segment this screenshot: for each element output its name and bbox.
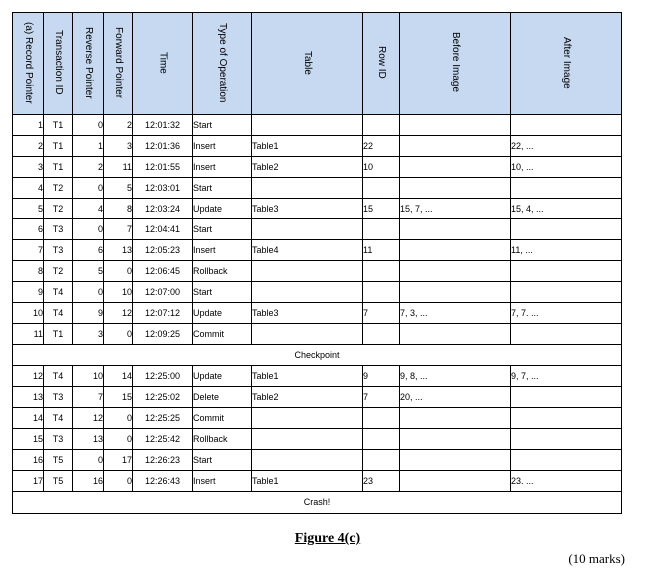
cell-time: 12:25:00: [133, 366, 193, 387]
table-row: [13, 115, 622, 136]
cell-operation: Rollback: [193, 429, 252, 450]
cell-table: [252, 323, 363, 344]
cell-after-image: [511, 387, 622, 408]
cell-forward-pointer: 0: [104, 323, 133, 344]
cell-time: 12:04:41: [133, 219, 193, 240]
table-row: [13, 366, 622, 387]
checkpoint-section: [13, 344, 622, 366]
cell-record-pointer: 14: [13, 408, 44, 429]
cell-time: 12:01:36: [133, 135, 193, 156]
table-row: [13, 240, 622, 261]
cell-after-image: [511, 115, 622, 136]
checkpoint-row: [13, 344, 622, 366]
cell-before-image: [400, 156, 511, 177]
cell-record-pointer: 15: [13, 429, 44, 450]
cell-before-image: [400, 240, 511, 261]
header-reverse-pointer: Reverse Pointer: [73, 13, 104, 115]
cell-operation: Commit: [193, 323, 252, 344]
cell-table: Table3: [252, 303, 363, 324]
cell-transaction-id: T3: [44, 219, 73, 240]
cell-after-image: [511, 429, 622, 450]
cell-time: 12:09:25: [133, 323, 193, 344]
table-row: [13, 450, 622, 471]
cell-forward-pointer: 17: [104, 450, 133, 471]
cell-transaction-id: T2: [44, 261, 73, 282]
cell-row-id: 7: [363, 303, 400, 324]
cell-record-pointer: 10: [13, 303, 44, 324]
cell-forward-pointer: 0: [104, 470, 133, 491]
cell-time: 12:25:02: [133, 387, 193, 408]
cell-record-pointer: 17: [13, 470, 44, 491]
cell-before-image: [400, 115, 511, 136]
cell-record-pointer: 4: [13, 177, 44, 198]
cell-after-image: [511, 282, 622, 303]
marks-label: (10 marks): [568, 551, 625, 566]
cell-row-id: 23: [363, 470, 400, 491]
cell-before-image: [400, 323, 511, 344]
table-row: [13, 303, 622, 324]
cell-time: 12:26:23: [133, 450, 193, 471]
cell-time: 12:25:25: [133, 408, 193, 429]
table-row: [13, 261, 622, 282]
cell-time: 12:01:55: [133, 156, 193, 177]
header-time: Time: [133, 13, 193, 115]
cell-record-pointer: 6: [13, 219, 44, 240]
cell-record-pointer: 13: [13, 387, 44, 408]
cell-reverse-pointer: 10: [73, 366, 104, 387]
cell-reverse-pointer: 13: [73, 429, 104, 450]
cell-after-image: [511, 323, 622, 344]
header-operation: Type of Operation: [193, 13, 252, 115]
header-record-pointer: (a) Record Pointer: [13, 13, 44, 115]
cell-reverse-pointer: 16: [73, 470, 104, 491]
cell-row-id: [363, 261, 400, 282]
cell-transaction-id: T2: [44, 198, 73, 219]
cell-forward-pointer: 0: [104, 261, 133, 282]
cell-row-id: 11: [363, 240, 400, 261]
cell-record-pointer: 3: [13, 156, 44, 177]
transaction-log-table: [12, 12, 622, 514]
cell-transaction-id: T4: [44, 282, 73, 303]
header-before-image: Before Image: [400, 13, 511, 115]
cell-operation: Start: [193, 177, 252, 198]
cell-after-image: [511, 261, 622, 282]
cell-table: [252, 177, 363, 198]
cell-time: 12:07:12: [133, 303, 193, 324]
cell-reverse-pointer: 0: [73, 282, 104, 303]
cell-after-image: 23. ...: [511, 470, 622, 491]
cell-after-image: 11, ...: [511, 240, 622, 261]
cell-transaction-id: T3: [44, 240, 73, 261]
cell-forward-pointer: 0: [104, 429, 133, 450]
cell-after-image: 9, 7, ...: [511, 366, 622, 387]
header-row-id: Row ID: [363, 13, 400, 115]
cell-forward-pointer: 11: [104, 156, 133, 177]
cell-before-image: [400, 219, 511, 240]
cell-reverse-pointer: 5: [73, 261, 104, 282]
cell-before-image: [400, 282, 511, 303]
log-rows-after-checkpoint: [13, 366, 622, 491]
table-row: [13, 282, 622, 303]
cell-before-image: [400, 470, 511, 491]
cell-operation: Start: [193, 219, 252, 240]
cell-table: [252, 450, 363, 471]
cell-row-id: 22: [363, 135, 400, 156]
cell-reverse-pointer: 2: [73, 156, 104, 177]
cell-record-pointer: 16: [13, 450, 44, 471]
cell-reverse-pointer: 3: [73, 323, 104, 344]
cell-record-pointer: 12: [13, 366, 44, 387]
cell-forward-pointer: 7: [104, 219, 133, 240]
cell-forward-pointer: 13: [104, 240, 133, 261]
checkpoint-label: Checkpoint: [13, 344, 622, 366]
table-row: [13, 408, 622, 429]
cell-transaction-id: T5: [44, 450, 73, 471]
cell-transaction-id: T1: [44, 135, 73, 156]
table-row: [13, 470, 622, 491]
cell-operation: Start: [193, 115, 252, 136]
cell-after-image: 15, 4, ...: [511, 198, 622, 219]
cell-forward-pointer: 14: [104, 366, 133, 387]
cell-operation: Insert: [193, 135, 252, 156]
cell-before-image: [400, 450, 511, 471]
cell-table: Table1: [252, 366, 363, 387]
cell-operation: Commit: [193, 408, 252, 429]
cell-forward-pointer: 10: [104, 282, 133, 303]
cell-reverse-pointer: 0: [73, 219, 104, 240]
cell-before-image: 20, ...: [400, 387, 511, 408]
table-row: [13, 198, 622, 219]
cell-transaction-id: T5: [44, 470, 73, 491]
cell-after-image: [511, 408, 622, 429]
header-forward-pointer: Forward Pointer: [104, 13, 133, 115]
cell-table: Table4: [252, 240, 363, 261]
cell-transaction-id: T3: [44, 387, 73, 408]
cell-reverse-pointer: 9: [73, 303, 104, 324]
table-row: [13, 219, 622, 240]
cell-table: [252, 429, 363, 450]
cell-row-id: [363, 323, 400, 344]
log-rows-before-checkpoint: [13, 115, 622, 345]
cell-record-pointer: 11: [13, 323, 44, 344]
cell-forward-pointer: 8: [104, 198, 133, 219]
cell-table: [252, 219, 363, 240]
cell-after-image: [511, 177, 622, 198]
header-transaction-id: Transaction ID: [44, 13, 73, 115]
cell-table: [252, 282, 363, 303]
cell-operation: Insert: [193, 156, 252, 177]
cell-operation: Update: [193, 366, 252, 387]
cell-transaction-id: T1: [44, 156, 73, 177]
cell-table: Table1: [252, 470, 363, 491]
cell-row-id: [363, 282, 400, 303]
cell-row-id: [363, 429, 400, 450]
cell-table: [252, 115, 363, 136]
cell-before-image: 15, 7, ...: [400, 198, 511, 219]
table-row: [13, 387, 622, 408]
cell-forward-pointer: 5: [104, 177, 133, 198]
cell-time: 12:05:23: [133, 240, 193, 261]
cell-reverse-pointer: 0: [73, 450, 104, 471]
cell-reverse-pointer: 6: [73, 240, 104, 261]
cell-transaction-id: T4: [44, 366, 73, 387]
table-row: [13, 135, 622, 156]
cell-reverse-pointer: 4: [73, 198, 104, 219]
cell-operation: Insert: [193, 470, 252, 491]
crash-label: Crash!: [13, 491, 622, 513]
cell-forward-pointer: 0: [104, 408, 133, 429]
cell-forward-pointer: 15: [104, 387, 133, 408]
cell-operation: Start: [193, 450, 252, 471]
cell-forward-pointer: 2: [104, 115, 133, 136]
cell-before-image: 9, 8, ...: [400, 366, 511, 387]
cell-operation: Delete: [193, 387, 252, 408]
cell-before-image: [400, 261, 511, 282]
cell-table: Table1: [252, 135, 363, 156]
table-row: [13, 429, 622, 450]
cell-transaction-id: T1: [44, 115, 73, 136]
cell-operation: Update: [193, 198, 252, 219]
cell-record-pointer: 9: [13, 282, 44, 303]
header-table: Table: [252, 13, 363, 115]
table-row: [13, 156, 622, 177]
cell-row-id: 7: [363, 387, 400, 408]
cell-time: 12:25:42: [133, 429, 193, 450]
cell-before-image: [400, 177, 511, 198]
cell-forward-pointer: 12: [104, 303, 133, 324]
cell-record-pointer: 1: [13, 115, 44, 136]
cell-row-id: [363, 450, 400, 471]
header-row: [13, 13, 622, 115]
cell-after-image: [511, 450, 622, 471]
crash-row: [13, 491, 622, 513]
cell-forward-pointer: 3: [104, 135, 133, 156]
cell-record-pointer: 2: [13, 135, 44, 156]
cell-after-image: 7, 7. ...: [511, 303, 622, 324]
cell-after-image: 22, ...: [511, 135, 622, 156]
cell-row-id: [363, 177, 400, 198]
cell-table: [252, 261, 363, 282]
cell-operation: Start: [193, 282, 252, 303]
cell-row-id: 10: [363, 156, 400, 177]
cell-reverse-pointer: 12: [73, 408, 104, 429]
cell-time: 12:07:00: [133, 282, 193, 303]
cell-time: 12:26:43: [133, 470, 193, 491]
cell-record-pointer: 7: [13, 240, 44, 261]
cell-row-id: 15: [363, 198, 400, 219]
cell-transaction-id: T4: [44, 408, 73, 429]
cell-table: Table3: [252, 198, 363, 219]
header-after-image: After Image: [511, 13, 622, 115]
cell-row-id: [363, 219, 400, 240]
cell-operation: Insert: [193, 240, 252, 261]
cell-transaction-id: T2: [44, 177, 73, 198]
cell-record-pointer: 8: [13, 261, 44, 282]
figure-caption: Figure 4(c): [294, 531, 361, 546]
crash-section: [13, 491, 622, 513]
cell-transaction-id: T1: [44, 323, 73, 344]
cell-row-id: [363, 115, 400, 136]
cell-table: Table2: [252, 387, 363, 408]
cell-time: 12:06:45: [133, 261, 193, 282]
cell-table: Table2: [252, 156, 363, 177]
cell-row-id: 9: [363, 366, 400, 387]
cell-time: 12:01:32: [133, 115, 193, 136]
table-row: [13, 323, 622, 344]
cell-before-image: [400, 135, 511, 156]
cell-reverse-pointer: 1: [73, 135, 104, 156]
cell-table: [252, 408, 363, 429]
cell-before-image: [400, 429, 511, 450]
cell-after-image: 10, ...: [511, 156, 622, 177]
cell-time: 12:03:01: [133, 177, 193, 198]
cell-operation: Update: [193, 303, 252, 324]
cell-transaction-id: T3: [44, 429, 73, 450]
cell-transaction-id: T4: [44, 303, 73, 324]
cell-before-image: 7, 3, ...: [400, 303, 511, 324]
cell-reverse-pointer: 0: [73, 177, 104, 198]
cell-row-id: [363, 408, 400, 429]
cell-operation: Rollback: [193, 261, 252, 282]
cell-time: 12:03:24: [133, 198, 193, 219]
cell-before-image: [400, 408, 511, 429]
cell-after-image: [511, 219, 622, 240]
cell-record-pointer: 5: [13, 198, 44, 219]
cell-reverse-pointer: 7: [73, 387, 104, 408]
cell-reverse-pointer: 0: [73, 115, 104, 136]
table-row: [13, 177, 622, 198]
